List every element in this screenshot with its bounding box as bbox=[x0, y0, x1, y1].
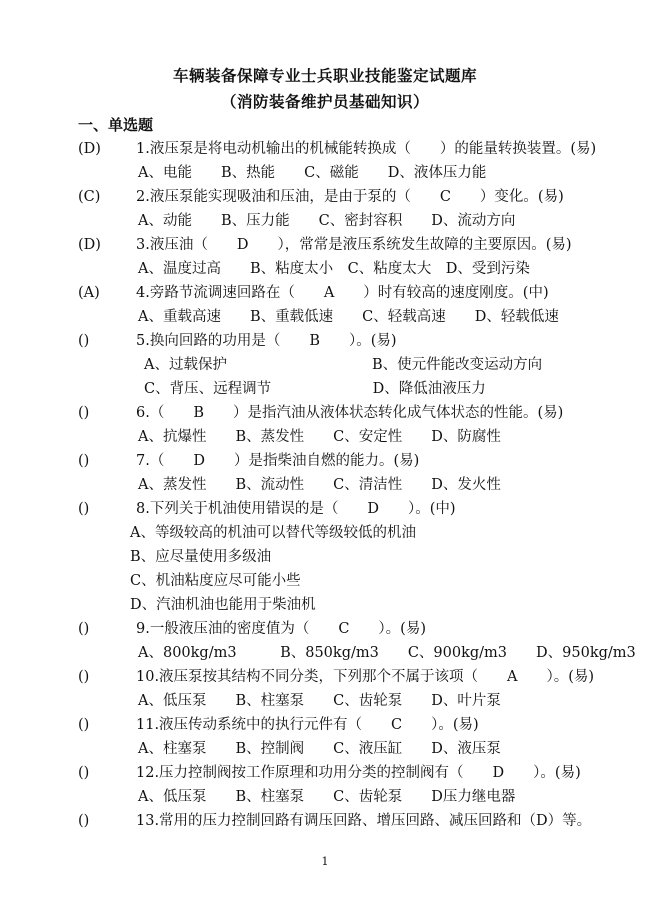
question-text: 10.液压泵按其结构不同分类，下列那个不属于该项（ A ）。(易) bbox=[136, 669, 595, 685]
option-line: A、柱塞泵 B、控制阀 C、液压缸 D、液压泵 bbox=[138, 741, 501, 757]
option-line: A、过载保护 B、使元件能改变运动方向 bbox=[144, 357, 543, 373]
answer-mark: (A) bbox=[78, 285, 100, 301]
option-line: C、机油粘度应尽可能小些 bbox=[130, 573, 301, 589]
question-row bbox=[78, 284, 549, 302]
answer-mark: (D) bbox=[78, 141, 101, 157]
answer-mark: () bbox=[78, 501, 90, 517]
option-line: A、800kg/m3 B、850kg/m3 C、900kg/m3 D、950kg/m3 bbox=[138, 645, 636, 661]
answer-mark: () bbox=[78, 669, 90, 685]
answer-mark: (D) bbox=[78, 237, 101, 253]
question-row bbox=[78, 452, 419, 470]
page-number: 1 bbox=[321, 855, 329, 868]
answer-mark: () bbox=[78, 813, 90, 829]
question-text: 9.一般液压油的密度值为（ C ）。(易) bbox=[136, 621, 426, 637]
question-row bbox=[78, 620, 426, 638]
answer-mark: () bbox=[78, 621, 90, 637]
option-line: A、等级较高的机油可以替代等级较低的机油 bbox=[130, 525, 416, 541]
page-title: 车辆装备保障专业士兵职业技能鉴定试题库 bbox=[172, 66, 477, 85]
question-row bbox=[78, 764, 581, 782]
question-row bbox=[78, 716, 479, 734]
option-line: A、重载高速 B、重载低速 C、轻载高速 D、轻载低速 bbox=[138, 309, 559, 325]
option-line: D、汽油机油也能用于柴油机 bbox=[130, 597, 316, 613]
question-row bbox=[78, 668, 594, 686]
question-row bbox=[78, 140, 596, 158]
question-row bbox=[78, 236, 572, 254]
question-row bbox=[78, 500, 456, 518]
option-line: B、应尽量使用多级油 bbox=[130, 549, 272, 565]
page-subtitle: （消防装备维护员基础知识） bbox=[220, 92, 429, 111]
section-heading: 一、单选题 bbox=[78, 116, 154, 134]
answer-mark: () bbox=[78, 333, 90, 349]
question-row bbox=[78, 812, 591, 830]
question-row bbox=[78, 188, 564, 206]
answer-mark: () bbox=[78, 765, 90, 781]
answer-mark: () bbox=[78, 717, 90, 733]
question-text: 3.液压油（ D ），常常是液压系统发生故障的主要原因。(易) bbox=[136, 237, 572, 253]
question-text: 1.液压泵是将电动机输出的机械能转换成（ ）的能量转换装置。(易) bbox=[136, 141, 597, 157]
option-line: A、电能 B、热能 C、磁能 D、液体压力能 bbox=[138, 165, 487, 181]
answer-mark: (C) bbox=[78, 189, 101, 205]
question-text: 12.压力控制阀按工作原理和功用分类的控制阀有（ D ）。(易) bbox=[136, 765, 581, 781]
question-text: 13.常用的压力控制回路有调压回路、增压回路、减压回路和（D）等。 bbox=[136, 813, 592, 829]
question-row bbox=[78, 332, 397, 350]
option-line: A、低压泵 B、柱塞泵 C、齿轮泵 D压力继电器 bbox=[138, 789, 516, 805]
question-text: 11.液压传动系统中的执行元件有（ C ）。(易) bbox=[136, 717, 479, 733]
option-line: A、低压泵 B、柱塞泵 C、齿轮泵 D、叶片泵 bbox=[138, 693, 501, 709]
question-text: 7.（ D ）是指柴油自燃的能力。(易) bbox=[136, 453, 420, 469]
option-line: A、抗爆性 B、蒸发性 C、安定性 D、防腐性 bbox=[138, 429, 501, 445]
question-row bbox=[78, 404, 563, 422]
option-line: A、温度过高 B、粘度太小 C、粘度太大 D、受到污染 bbox=[138, 261, 530, 277]
question-text: 6.（ B ）是指汽油从液体状态转化成气体状态的性能。(易) bbox=[136, 405, 564, 421]
option-line: A、动能 B、压力能 C、密封容积 D、流动方向 bbox=[138, 213, 516, 229]
option-line: A、蒸发性 B、流动性 C、清洁性 D、发火性 bbox=[138, 477, 501, 493]
question-text: 2.液压泵能实现吸油和压油，是由于泵的（ C ）变化。(易) bbox=[136, 189, 564, 205]
option-line: C、背压、远程调节 D、降低油液压力 bbox=[144, 381, 486, 397]
question-text: 4.旁路节流调速回路在（ A ）时有较高的速度刚度。(中) bbox=[136, 285, 549, 301]
answer-mark: () bbox=[78, 405, 90, 421]
answer-mark: () bbox=[78, 453, 90, 469]
question-text: 5.换向回路的功用是（ B ）。(易) bbox=[136, 333, 397, 349]
question-text: 8.下列关于机油使用错误的是（ D ）。(中) bbox=[136, 501, 456, 517]
